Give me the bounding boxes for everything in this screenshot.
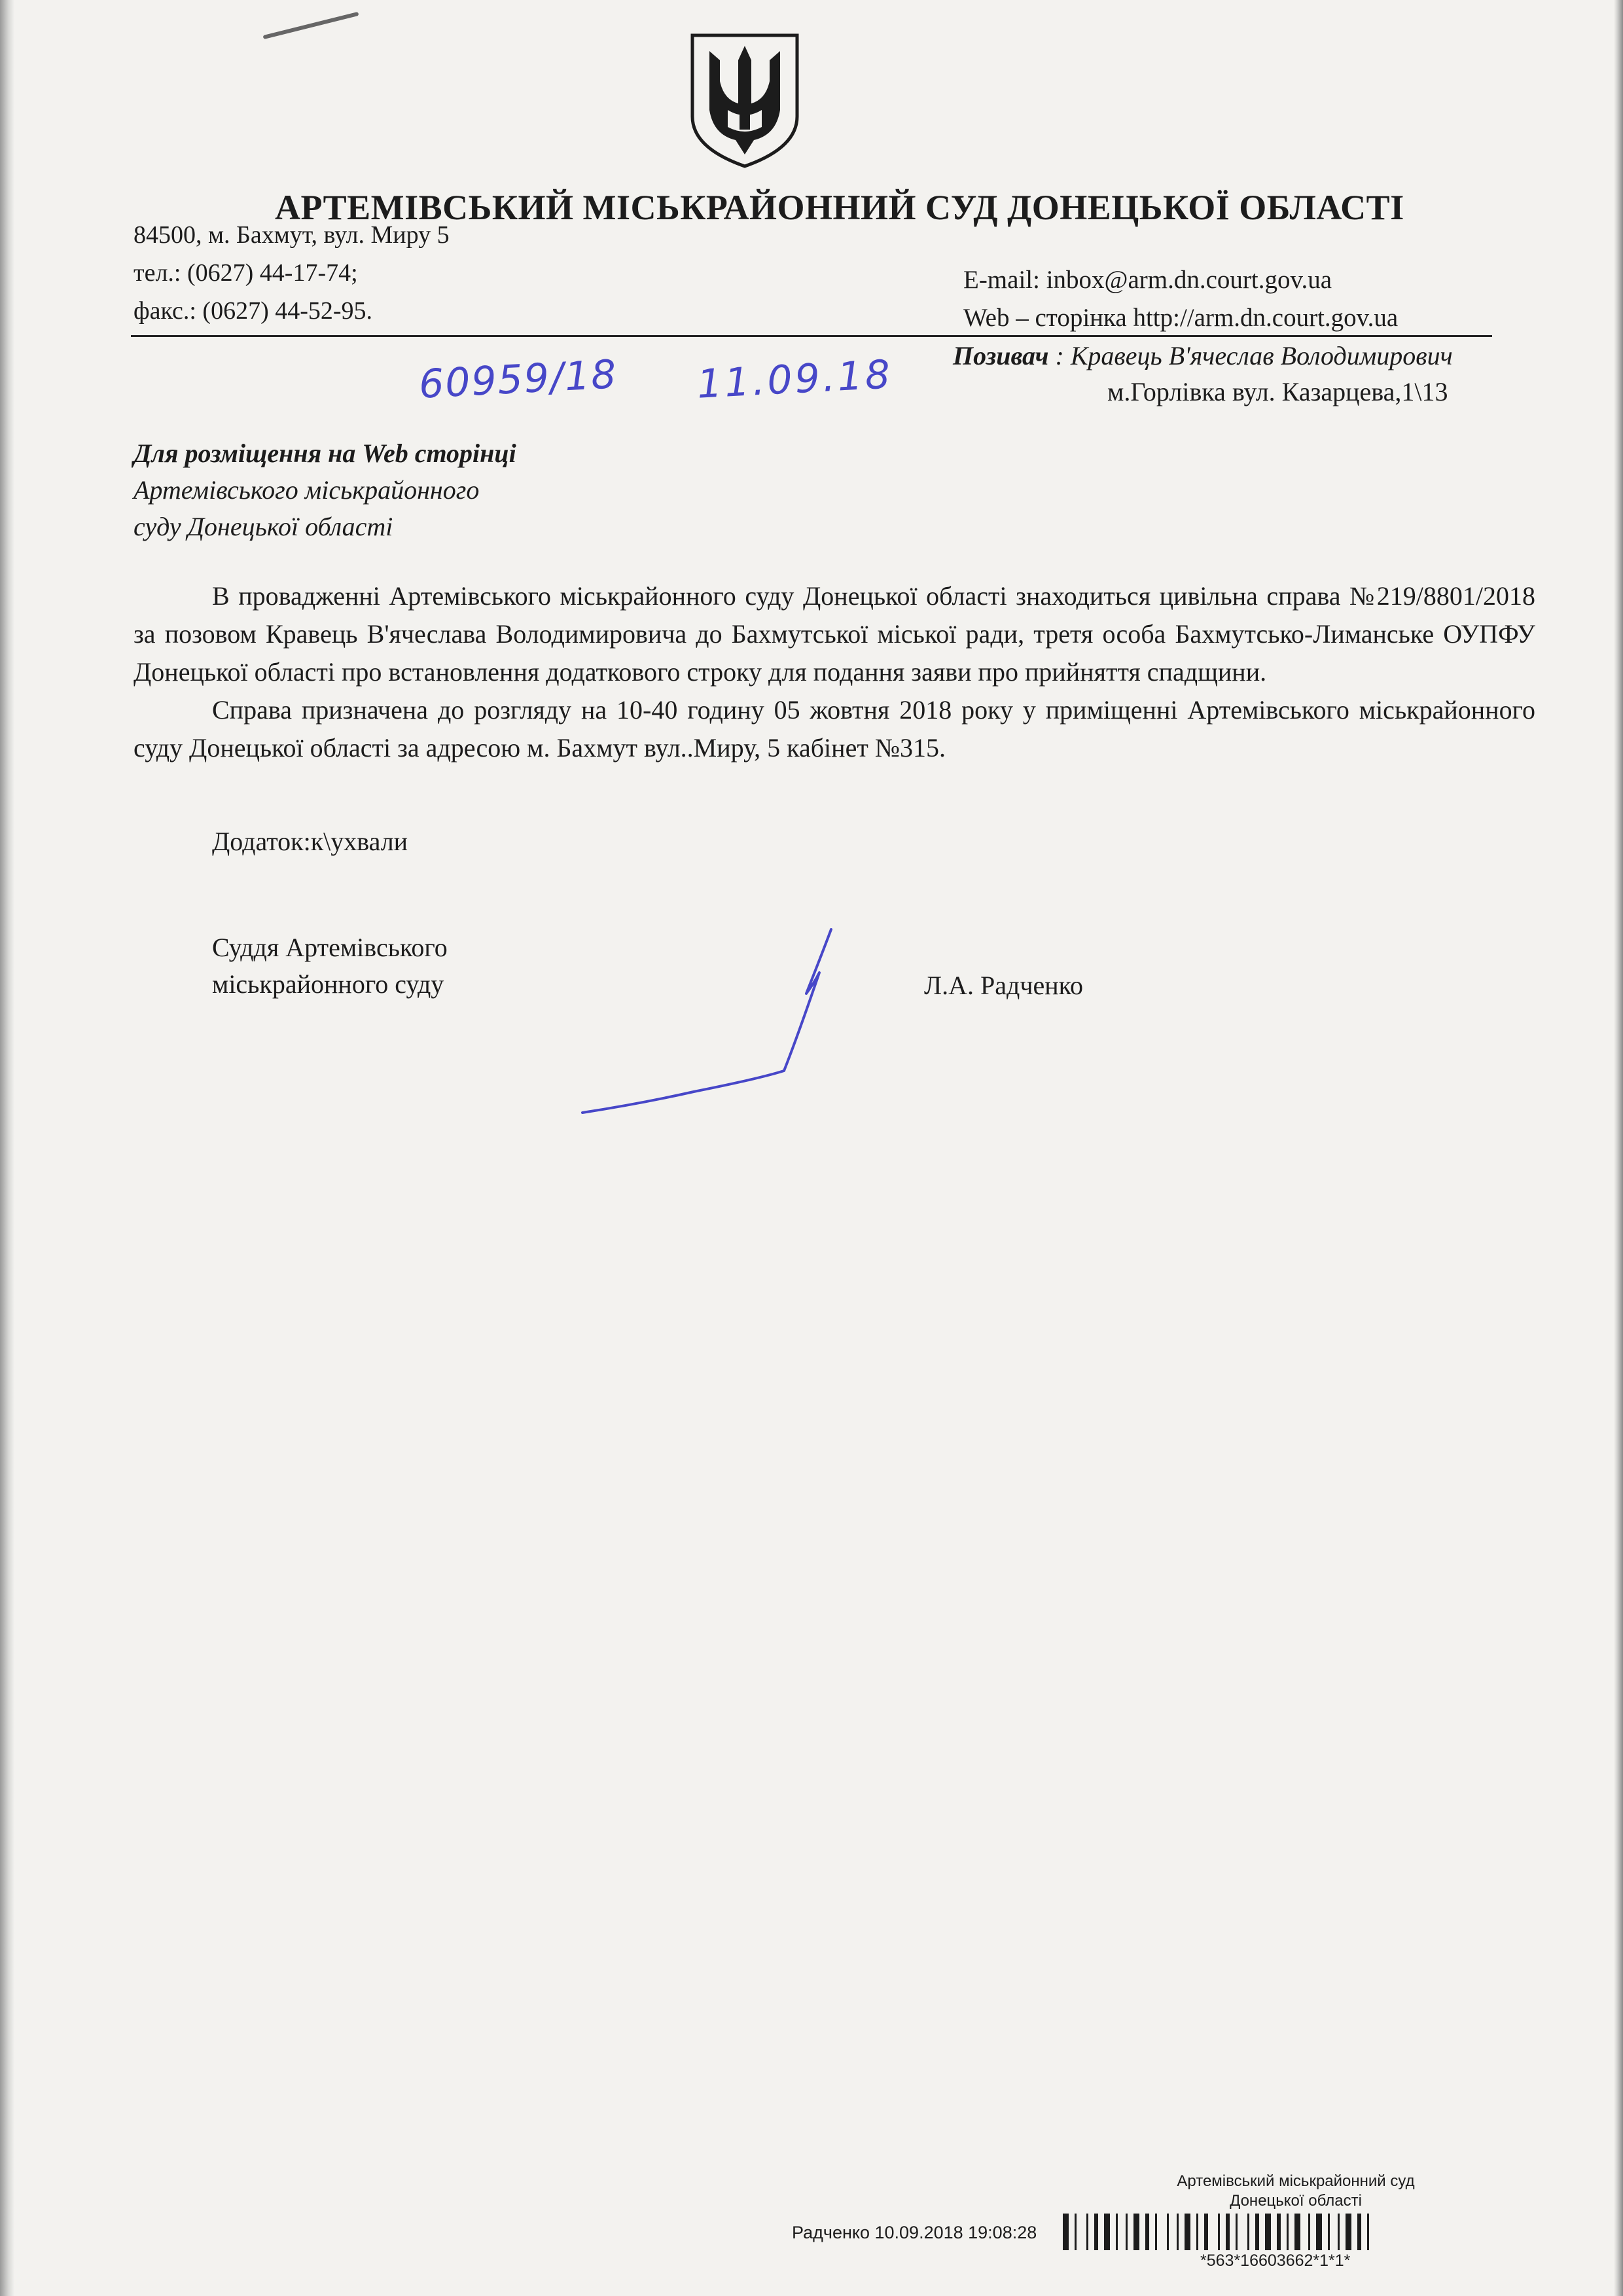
header-divider bbox=[131, 335, 1492, 337]
court-address: 84500, м. Бахмут, вул. Миру 5 bbox=[134, 221, 450, 249]
barcode-bar bbox=[1236, 2214, 1238, 2250]
barcode-text: *563*16603662*1*1* bbox=[1200, 2251, 1351, 2270]
barcode-bar bbox=[1255, 2214, 1259, 2250]
signatory-title-line-2: міськрайонного суду bbox=[212, 969, 444, 999]
court-name: АРТЕМІВСЬКИЙ МІСЬКРАЙОННИЙ СУД ДОНЕЦЬКОЇ ОБЛАСТІ bbox=[275, 188, 1404, 227]
barcode-bar bbox=[1346, 2214, 1351, 2250]
barcode-bar bbox=[1328, 2214, 1330, 2250]
barcode-bar bbox=[1218, 2214, 1220, 2250]
plaintiff-name: : Кравець В'ячеслав Володимирович bbox=[1055, 341, 1453, 370]
barcode-bar bbox=[1086, 2214, 1088, 2250]
recipient-line-2: Артемівського міськрайонного bbox=[134, 475, 480, 505]
recipient-line-1: Для розміщення на Web сторінці bbox=[134, 439, 516, 468]
barcode-bar bbox=[1116, 2214, 1118, 2250]
footer-court-line-2: Донецької області bbox=[1230, 2192, 1362, 2210]
coat-of-arms-icon bbox=[688, 31, 801, 170]
barcode-bar bbox=[1094, 2214, 1098, 2250]
notice-paragraph-2: Справа призначена до розгляду на 10-40 годину 05 жовтня 2018 року у приміщенні Артемівського міськрайонного суду Донецької області за адресою м. Бахмут вул..Миру, 5 кабінет №315. bbox=[134, 695, 1535, 762]
barcode-bar bbox=[1287, 2214, 1289, 2250]
footer-registration: Радченко 10.09.2018 19:08:28 bbox=[792, 2223, 1037, 2242]
barcode-bar bbox=[1063, 2214, 1069, 2250]
court-website: Web – сторінка http://arm.dn.court.gov.ua bbox=[963, 304, 1399, 332]
barcode-bar bbox=[1308, 2214, 1310, 2250]
barcode-bar bbox=[1316, 2214, 1322, 2250]
signatory-title bbox=[212, 929, 448, 1003]
barcode-bar bbox=[1133, 2214, 1139, 2250]
plaintiff-label: Позивач bbox=[953, 341, 1049, 370]
footer-court-line-1: Артемівський міськрайонний суд bbox=[1177, 2172, 1415, 2190]
barcode-bar bbox=[1277, 2214, 1281, 2250]
barcode-bar bbox=[1104, 2214, 1110, 2250]
barcode-bar bbox=[1167, 2214, 1169, 2250]
barcode-bar bbox=[1145, 2214, 1149, 2250]
barcode-bar bbox=[1196, 2214, 1198, 2250]
court-email: E-mail: inbox@arm.dn.court.gov.ua bbox=[963, 266, 1332, 294]
barcode bbox=[1063, 2214, 1534, 2250]
notice-body bbox=[134, 577, 1535, 767]
recipient-line-3: суду Донецької області bbox=[134, 512, 393, 541]
court-phone: тел.: (0627) 44-17-74; bbox=[134, 259, 358, 287]
scan-edge-left bbox=[0, 0, 14, 2296]
court-fax: факс.: (0627) 44-52-95. bbox=[134, 297, 373, 325]
barcode-bar bbox=[1265, 2214, 1271, 2250]
footer-court-name bbox=[1139, 2172, 1453, 2211]
signatory-title-line-1: Суддя Артемівського bbox=[212, 933, 448, 962]
barcode-bar bbox=[1177, 2214, 1179, 2250]
barcode-bar bbox=[1338, 2214, 1340, 2250]
barcode-bar bbox=[1126, 2214, 1128, 2250]
signatory-name: Л.А. Радченко bbox=[924, 971, 1084, 1000]
barcode-bar bbox=[1155, 2214, 1157, 2250]
barcode-bar bbox=[1357, 2214, 1361, 2250]
plaintiff bbox=[953, 340, 1453, 371]
appendix-note: Додаток:к\ухвали bbox=[212, 827, 408, 856]
barcode-bar bbox=[1204, 2214, 1208, 2250]
scan-edge-right bbox=[1614, 0, 1623, 2296]
registration-stamp-date: 11.09.18 bbox=[696, 351, 894, 408]
notice-paragraph-1: В провадженні Артемівського міськрайонного суду Донецької області знаходиться цивільна справа №219/8801/2018 за позовом Кравець В'ячеслава Володимировича до Бахмутської міської ради, третя особа Бахмутсько-Лиманське ОУПФУ Донецької області про встановлення додаткового строку для подання заяви про прийняття спадщини. bbox=[134, 581, 1535, 687]
barcode-bar bbox=[1226, 2214, 1230, 2250]
barcode-bar bbox=[1075, 2214, 1077, 2250]
barcode-bar bbox=[1185, 2214, 1190, 2250]
barcode-bar bbox=[1247, 2214, 1249, 2250]
barcode-bar bbox=[1367, 2214, 1369, 2250]
plaintiff-address: м.Горлівка вул. Казарцева,1\13 bbox=[1107, 377, 1448, 406]
barcode-bar bbox=[1294, 2214, 1300, 2250]
pen-mark bbox=[263, 12, 359, 39]
handwritten-signature bbox=[563, 916, 864, 1132]
registration-stamp-number: 60959/18 bbox=[418, 351, 619, 408]
recipient-block bbox=[134, 435, 516, 545]
